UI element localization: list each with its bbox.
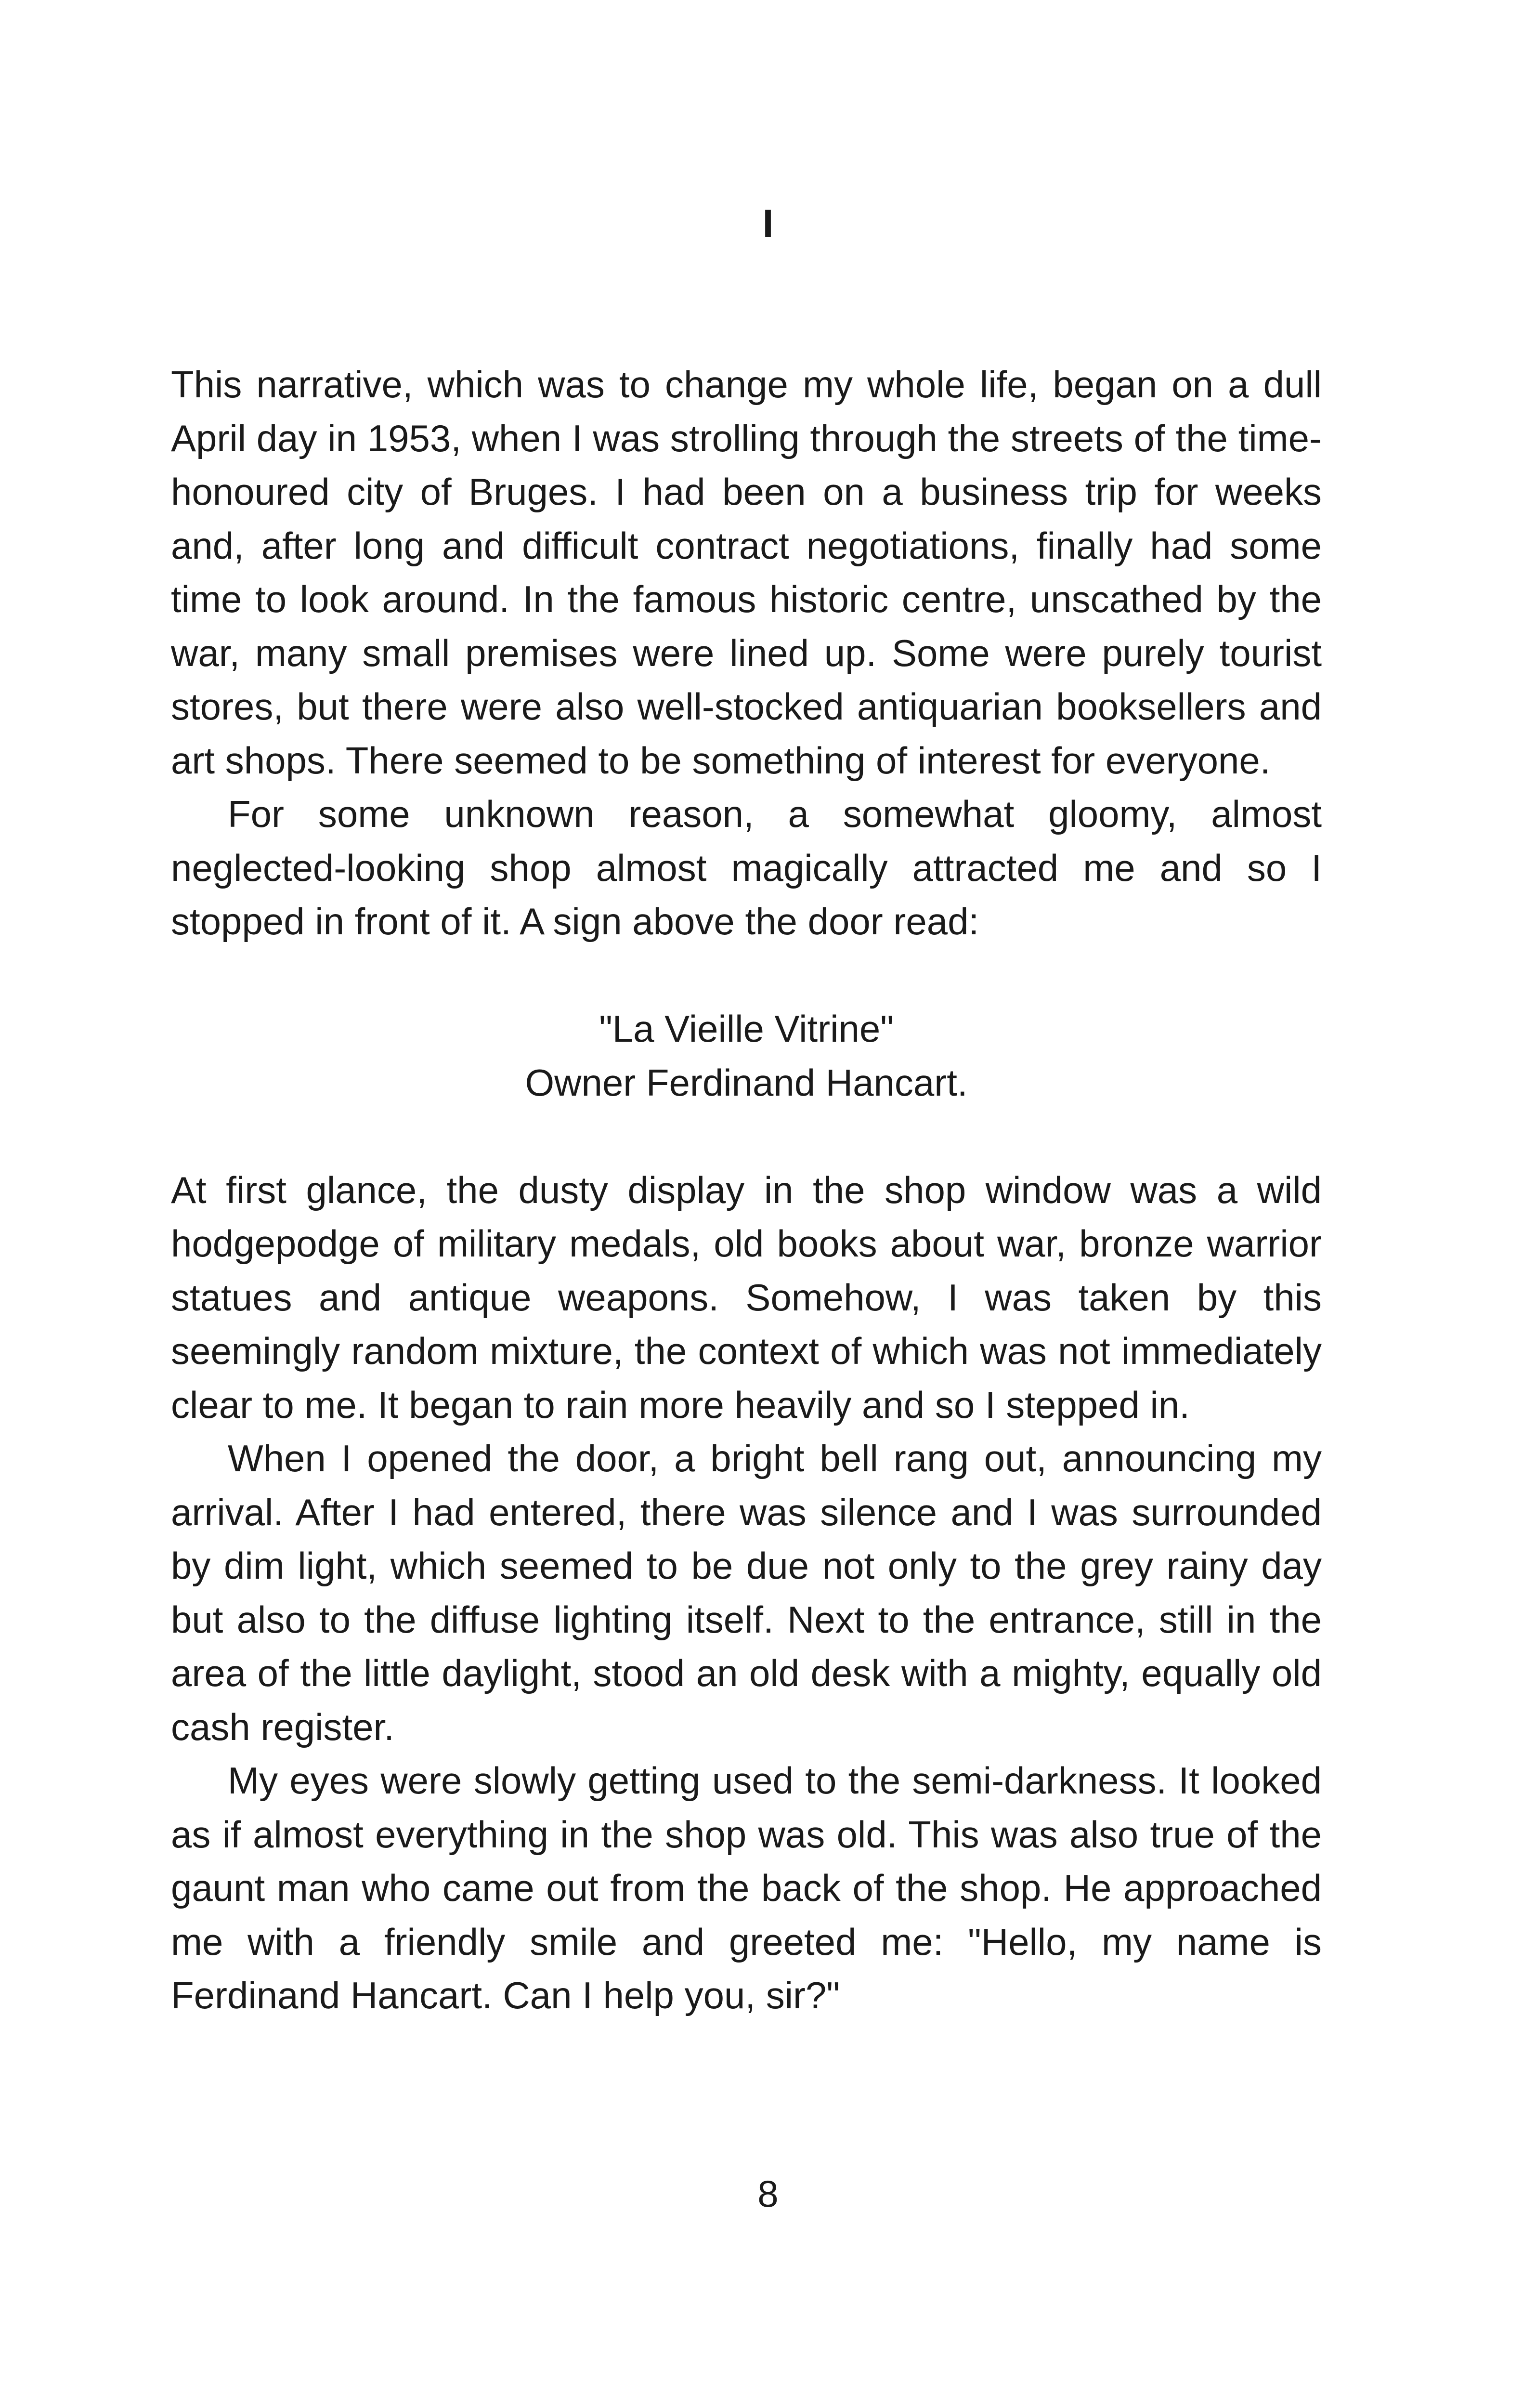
paragraph-3: At first glance, the dusty display in the shop window was a wild hodgepodge of military medals, old books about war, bronze warrior statues and antique weapons. Somehow, I was taken by this seemingly random mixture, the context of which was not immediately clear to me. It began to rain more heavily and so I stepped in. xyxy=(171,1168,1322,1426)
shop-sign-owner: Owner Ferdinand Hancart. xyxy=(525,1061,968,1104)
paragraph-5: My eyes were slowly getting used to the semi-darkness. It looked as if almost everything in the shop was old. This was also true of the gaunt man who came out from the back of the shop. He approached me with a friendly smile and greeted me: "Hello, my name is Ferdinand Hancart. Can I help you, sir?" xyxy=(171,1759,1322,2016)
paragraph-2: For some unknown reason, a somewhat gloomy, almost neglected-looking shop almost magically attracted me and so I stopped in front of it. A sign above the door read: xyxy=(171,793,1322,942)
paragraph-4: When I opened the door, a bright bell rang out, announcing my arrival. After I had entered, there was silence and I was surrounded by dim light, which seemed to be due not only to the grey rainy day but also to the diffuse lighting itself. Next to the entrance, still in the area of the little daylight, stood an old desk with a mighty, equally old cash register. xyxy=(171,1437,1322,1748)
body-text xyxy=(171,358,1322,2023)
chapter-heading: I xyxy=(762,202,774,246)
page-number: 8 xyxy=(757,2172,779,2215)
shop-sign-text xyxy=(171,1002,1322,1110)
paragraph-1: This narrative, which was to change my whole life, began on a dull April day in 1953, when I was strolling through the streets of the time-honoured city of Bruges. I had been on a business trip for weeks and, after long and difficult contract negotiations, finally had some time to look around. In the famous historic centre, unscathed by the war, many small premises were lined up. Some were purely tourist stores, but there were also well-stocked antiquarian booksellers and art shops. There seemed to be something of interest for everyone. xyxy=(171,363,1322,782)
shop-sign-name: "La Vieille Vitrine" xyxy=(599,1008,894,1050)
